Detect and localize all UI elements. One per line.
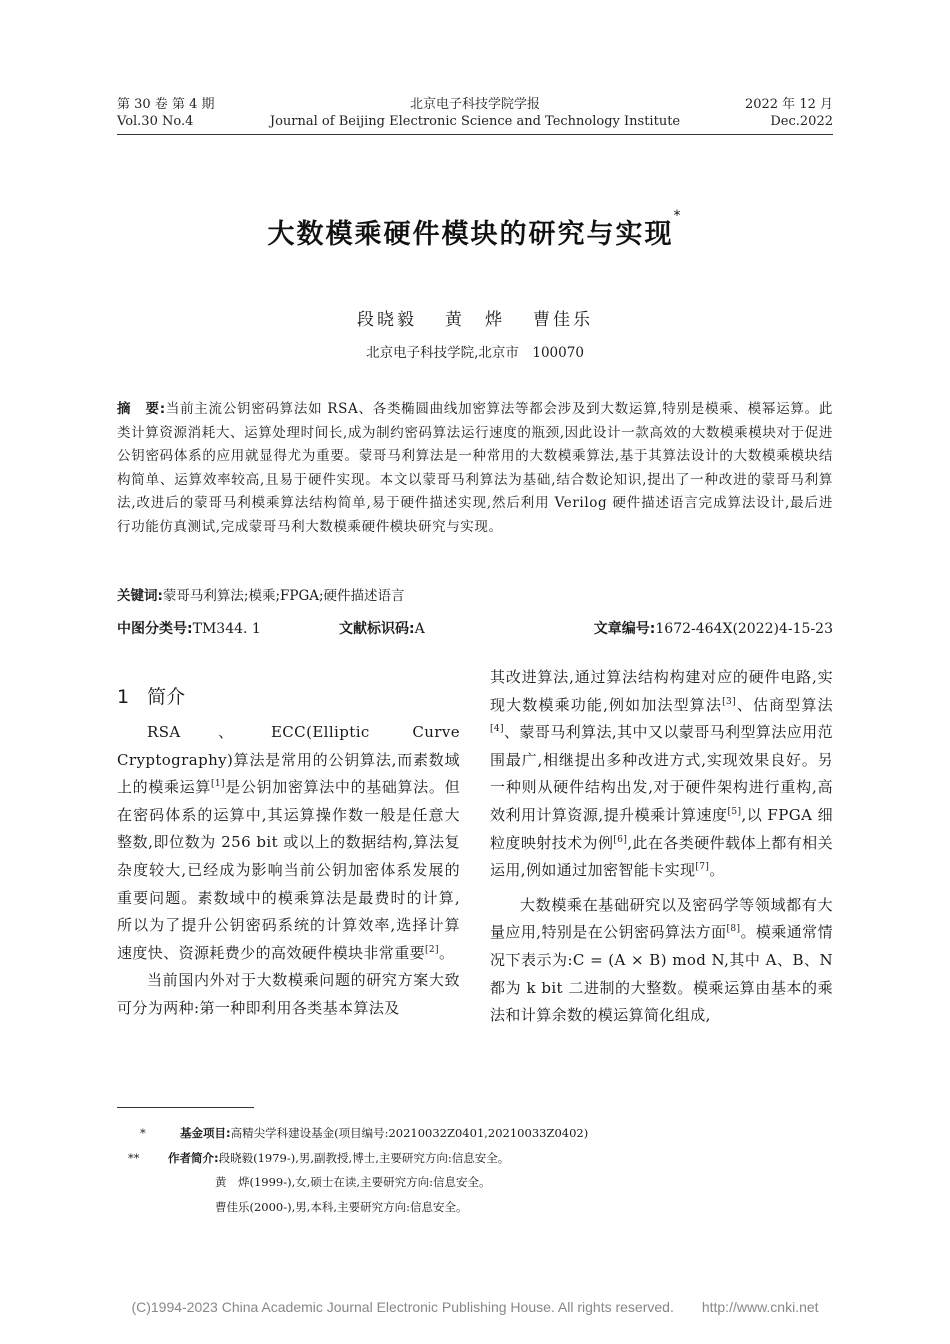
copyright-notice: (C)1994-2023 China Academic Journal Electronic Publishing House. All rights reserved. http://www.cnki.net	[131, 1299, 819, 1315]
section-title: 简介	[147, 686, 186, 708]
title-text: 大数模乘硬件模块的研究与实现	[267, 219, 674, 250]
clc-number	[117, 618, 261, 638]
article-label: 文章编号:	[593, 621, 656, 637]
citation[interactable]: [6]	[613, 834, 628, 845]
abstract-text: 当前主流公钥密码算法如 RSA、各类椭圆曲线加密算法等都会涉及到大数运算,特别是模乘、模幂运算。此类计算资源消耗大、运算处理时间长,成为制约密码算法运行速度的瓶颈,因此设计一款高效的大数模乘模块对于促进公钥密码体系的应用就显得尤为重要。蒙哥马利算法是一种常用的大数模乘算法,基于其算法设计的大数模乘模块结构简单、运算效率较高,且易于硬件实现。本文以蒙哥马利算法为基础,结合数论知识,提出了一种改进的蒙哥马利算法,改进后的蒙哥马利模乘算法结构简单,易于硬件描述实现,然后利用 Verilog 硬件描述语言完成算法设计,最后进行功能仿真测试,完成蒙哥马利大数模乘硬件模块研究与实现。	[117, 401, 833, 535]
author-bio-label: 作者简介:	[168, 1151, 219, 1165]
funding-footnote	[140, 1126, 588, 1140]
date-cn: 2022 年 12 月	[744, 97, 833, 112]
journal-volume	[117, 96, 214, 130]
title-footnote-mark: *	[673, 208, 683, 224]
right-column	[490, 664, 833, 1030]
clc-label: 中图分类号:	[117, 621, 193, 637]
text-run: 大数模乘在基础研究以及密码学等领域都有大量应用,特别是在公钥密码算法方面	[490, 895, 833, 942]
doc-label: 文献标识码:	[339, 621, 415, 637]
paragraph	[490, 664, 833, 885]
author-footnote	[128, 1151, 509, 1165]
citation[interactable]: [3]	[722, 696, 737, 707]
journal-name	[250, 96, 700, 130]
section-heading	[117, 682, 185, 709]
text-run: 是公钥加密算法中的基础算法。但在密码体系的运算中,其运算操作数一般是任意大整数,即位数为 256 bit 或以上的数据结构,算法复杂度较大,已经成为影响当前公钥加密体系发展的重要问题。素数域中的模乘算法是最费时的计算,所以为了提升公钥密码系统的计算效率,选择计算速度快、资源耗费少的高效硬件模块非常重要	[117, 778, 460, 962]
citation[interactable]: [7]	[695, 862, 710, 873]
text-run: 。	[438, 943, 455, 962]
journal-date	[745, 96, 833, 130]
text-run: 、估商型算法	[736, 695, 833, 714]
text-run: 、蒙哥马利算法,其中又以蒙哥马利型算法应用范围最广,相继提出多种改进方式,实现效果良好。另一种则从硬件结构出发,对于硬件架构进行重构,高效利用计算资源,提升模乘计算速度	[490, 723, 833, 824]
date-en: Dec.2022	[770, 114, 833, 129]
author-name: 曹佳乐	[533, 310, 593, 330]
abstract-label: 摘 要:	[117, 401, 166, 417]
text-run: 。模乘通常情况下表示为:C = (A × B) mod N,其中 A、B、N 都为 k bit 二进制的大整数。模乘运算由基本的乘法和计算余数的模运算简化组成,	[490, 923, 833, 1025]
affiliation: 北京电子科技学院,北京市 100070	[366, 345, 584, 361]
text-run: RSA、ECC(Elliptic Curve Cryptography)算法是常用的公钥算法,而素数域上的模乘运算	[117, 723, 460, 797]
citation[interactable]: [2]	[425, 944, 439, 955]
author-name: 黄 烨	[445, 310, 505, 330]
journal-name-cn: 北京电子科技学院学报	[409, 97, 540, 112]
citation[interactable]: [1]	[211, 779, 225, 790]
text-run: 。	[709, 861, 725, 880]
header-rule	[117, 134, 833, 135]
author-list	[117, 305, 833, 330]
journal-name-en: Journal of Beijing Electronic Science and Technology Institute	[269, 114, 681, 129]
doc-value: A	[414, 621, 425, 637]
volume-cn: 第 30 卷 第 4 期	[117, 97, 215, 112]
keywords-label: 关键词:	[117, 588, 163, 604]
text-run: ,此在各类硬件载体上都有相关运用,例如通过加密智能卡实现	[490, 833, 834, 880]
abstract	[117, 398, 833, 540]
article-number	[594, 618, 833, 638]
article-value: 1672-464X(2022)4-15-23	[655, 621, 833, 637]
footnote-rule	[117, 1107, 254, 1108]
keywords	[117, 584, 833, 604]
volume-en: Vol.30 No.4	[117, 114, 194, 129]
paper-title	[117, 208, 833, 251]
left-column	[117, 719, 460, 1023]
text-run: ,以 FPGA 细粒度映射技术为例	[490, 805, 833, 852]
footnote-mark: *	[140, 1126, 146, 1140]
author-bio: 曹佳乐(2000-),男,本科,主要研究方向:信息安全。	[215, 1200, 468, 1214]
paragraph	[490, 892, 833, 1030]
author-name: 段晓毅	[357, 310, 417, 330]
footnote-mark: **	[128, 1151, 140, 1165]
fund-text: 高精尖学科建设基金(项目编号:20210032Z0401,20210033Z0402)	[230, 1126, 589, 1140]
document-code	[339, 618, 425, 638]
fund-label: 基金项目:	[180, 1126, 231, 1140]
text-run: 当前国内外对于大数模乘问题的研究方案大致可分为两种:第一种即利用各类基本算法及	[117, 971, 460, 1017]
section-number: 1	[117, 686, 130, 708]
paragraph	[117, 719, 460, 967]
keywords-text: 蒙哥马利算法;模乘;FPGA;硬件描述语言	[162, 588, 405, 604]
author-bio: 黄 烨(1999-),女,硕士在读,主要研究方向:信息安全。	[215, 1175, 491, 1189]
text-run: 其改进算法,通过算法结构构建对应的硬件电路,实现大数模乘功能,例如加法型算法	[490, 668, 833, 714]
citation[interactable]: [5]	[727, 806, 742, 817]
citation[interactable]: [8]	[726, 924, 741, 935]
paragraph	[117, 967, 460, 1022]
clc-value: TM344. 1	[192, 621, 261, 637]
citation[interactable]: [4]	[490, 724, 504, 735]
author-bio: 段晓毅(1979-),男,副教授,博士,主要研究方向:信息安全。	[218, 1151, 510, 1165]
